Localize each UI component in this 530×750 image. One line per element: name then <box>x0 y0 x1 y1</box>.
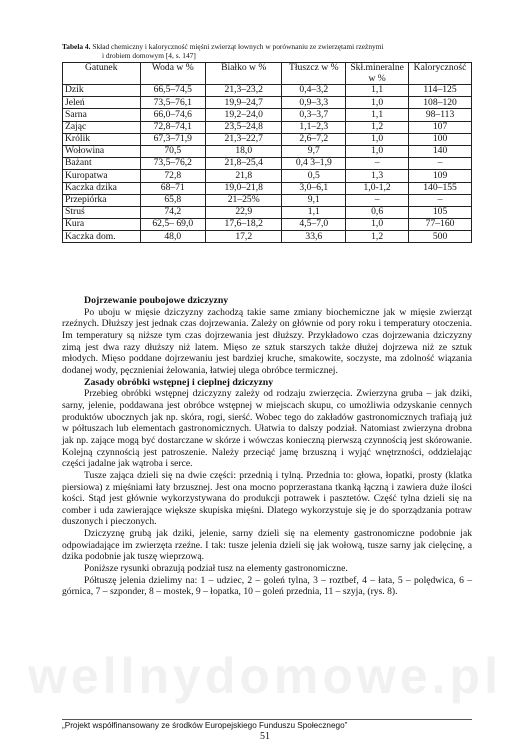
value-cell: 48,0 <box>140 231 206 243</box>
value-cell: 22,9 <box>206 206 282 218</box>
value-cell: 9,1 <box>282 194 346 206</box>
table-row <box>63 206 472 218</box>
value-cell: 1,1–2,3 <box>282 121 346 133</box>
value-cell: 73,5–76,1 <box>140 97 206 109</box>
value-cell: 98–113 <box>409 109 472 121</box>
value-cell: 3,0–6,1 <box>282 182 346 194</box>
value-cell: 1,1 <box>346 109 409 121</box>
value-cell: 1,0 <box>346 219 409 231</box>
species-cell: Bażant <box>63 158 141 170</box>
header-minerals: Skł.mineralne w % <box>346 63 409 85</box>
value-cell: 0,4 3–1,9 <box>282 158 346 170</box>
article-body <box>62 295 472 598</box>
table-row <box>63 133 472 145</box>
value-cell: 108–120 <box>409 97 472 109</box>
paragraph: Dziczyznę grubą jak dziki, jelenie, sarny dzieli się na elementy gastronomiczne podobnie jak odpowiadające im zwierzęta rzeźne. I tak: tusze jelenia dzieli się jak wołową, tusze sarny jak cielęcinę, a dzika podobnie jak tuszę wieprzową. <box>62 528 472 563</box>
table-row <box>63 145 472 157</box>
caption-label: Tabela 4. <box>62 42 91 51</box>
value-cell: 500 <box>409 231 472 243</box>
value-cell: 65,8 <box>140 194 206 206</box>
value-cell: 1,1 <box>282 206 346 218</box>
species-cell: Kaczka dzika <box>63 182 141 194</box>
species-cell: Kaczka dom. <box>63 231 141 243</box>
value-cell: 66,0–74,6 <box>140 109 206 121</box>
value-cell: – <box>409 194 472 206</box>
paragraph: Tusze zająca dzieli się na dwie części: przednią i tylną. Przednia to: głowa, łopatki, prosty (klatka piersiowa) z mięśniami łaty brzusznej. Jest ona mocno poprzerastana tkanką łączną i zawiera duże ilości kości. Stąd jest głównie wykorzystywana do produkcji potrawek i pasztetów. Część tylna dzieli się na comber i uda zawierające większe skupiska mięśni. Dlatego wykorzystuje się je do sporządzania potraw duszonych i pieczonych. <box>62 469 472 528</box>
header-water: Woda w % <box>140 63 206 85</box>
value-cell: 1,0 <box>346 145 409 157</box>
value-cell: 1,2 <box>346 121 409 133</box>
value-cell: 1,2 <box>346 231 409 243</box>
header-calories: Kaloryczność <box>409 63 472 85</box>
value-cell: 140 <box>409 145 472 157</box>
species-cell: Dzik <box>63 85 141 97</box>
species-cell: Królik <box>63 133 141 145</box>
species-cell: Sarna <box>63 109 141 121</box>
table-caption <box>62 43 482 60</box>
table-header-row <box>63 63 472 85</box>
value-cell: 17,2 <box>206 231 282 243</box>
header-fat: Tłuszcz w % <box>282 63 346 85</box>
value-cell: 70,5 <box>140 145 206 157</box>
paragraph: Poniższe rysunki obrazują podział tusz na elementy gastronomiczne. <box>84 563 348 575</box>
value-cell: 1,1 <box>346 85 409 97</box>
value-cell: 19,0–21,8 <box>206 182 282 194</box>
value-cell: 33,6 <box>282 231 346 243</box>
value-cell: 72,8–74,1 <box>140 121 206 133</box>
caption-text: Skład chemiczny i kaloryczność mięśni zwierząt łownych w porównaniu ze zwierzętami rzeźnymi <box>90 42 384 51</box>
value-cell: 1,0 <box>346 133 409 145</box>
value-cell: 23,5–24,8 <box>206 121 282 133</box>
table-row <box>63 182 472 194</box>
value-cell: 109 <box>409 170 472 182</box>
table-row <box>63 219 472 231</box>
section-heading-maturation: Dojrzewanie poubojowe dziczyzny <box>84 295 229 306</box>
composition-table <box>62 62 472 243</box>
table-row <box>63 109 472 121</box>
paragraph: Przebieg obróbki wstępnej dziczyzny zależy od rodzaju zwierzęcia. Zwierzyna gruba – jak dziki, sarny, jelenie, poddawana jest obróbce wstępnej w miejscach skupu, co umożliwia odzyskanie cennych produktów ubocznych jak np. skóra, rogi, sierść. Wobec tego do zakładów gastronomicznych trafiają już w półtuszach lub elementach gastronomicznych. Ułatwia to dalszy podział. Natomiast zwierzyna drobna jak np. zające mogą być dostarczane w skórze i wówczas konieczną pierwszą czynnością jest skórowanie. Kolejną czynnością jest patroszenie. Należy przeciąć jamę brzuszną i wyjąć wnętrzności, oddzielając części jadalne jak wątroba i serce. <box>62 388 472 470</box>
value-cell: 19,2–24,0 <box>206 109 282 121</box>
value-cell: 17,6–18,2 <box>206 219 282 231</box>
species-cell: Struś <box>63 206 141 218</box>
value-cell: 1,0-1,2 <box>346 182 409 194</box>
value-cell: 72,8 <box>140 170 206 182</box>
section-heading-processing: Zasady obróbki wstępnej i cieplnej dziczyzny <box>84 376 274 388</box>
table-body <box>63 85 472 243</box>
value-cell: 18,0 <box>206 145 282 157</box>
table-row <box>63 97 472 109</box>
table-row <box>63 121 472 133</box>
value-cell: – <box>346 194 409 206</box>
value-cell: 140–155 <box>409 182 472 194</box>
species-cell: Kuropatwa <box>63 170 141 182</box>
species-cell: Wołowina <box>63 145 141 157</box>
paragraph: Po uboju w mięsie dziczyzny zachodzą takie same zmiany biochemiczne jak w mięsie zwierząt rzeźnych. Dłuższy jest jednak czas dojrzewania. Zależy on głównie od pory roku i temperatury otoczenia. Im temperatury są niższe tym czas dojrzewania jest dłuższy. Przykładowo czas dojrzewania dziczyzny zimą jest dwa razy dłuższy niż latem. Mięso ze sztuk starszych także dłużej dojrzewa niż ze sztuk młodych. Mięso poddane dojrzewaniu jest bardziej kruche, smakowite, soczyste, ma zdolność wiązania dodanej wody, pęcznieniai żelowania, łatwiej ulega obróbce termicznej. <box>62 306 472 376</box>
table-row <box>63 158 472 170</box>
species-cell: Zając <box>63 121 141 133</box>
value-cell: – <box>409 158 472 170</box>
caption-line-2: i drobiem domowym [4, s. 147] <box>102 50 196 60</box>
value-cell: 21,8–25,4 <box>206 158 282 170</box>
footer-note: „Projekt współfinansowany ze środków Europejskiego Funduszu Społecznego” <box>62 721 348 730</box>
species-cell: Kura <box>63 219 141 231</box>
species-cell: Przepiórka <box>63 194 141 206</box>
table-row <box>63 85 472 97</box>
header-species: Gatunek <box>63 63 141 85</box>
value-cell: 107 <box>409 121 472 133</box>
value-cell: 73,5–76,2 <box>140 158 206 170</box>
species-cell: Jeleń <box>63 97 141 109</box>
paragraph: Półtuszę jelenia dzielimy na: 1 – udziec, 2 – goleń tylna, 3 – roztbef, 4 – łata, 5 – polędwica, 6 – górnica, 7 – szponder, 8 – mostek, 9 – łopatka, 10 – goleń przednia, 11 – szyja, (rys. 8). <box>62 574 472 598</box>
value-cell: 0,9–3,3 <box>282 97 346 109</box>
value-cell: 114–125 <box>409 85 472 97</box>
value-cell: 68–71 <box>140 182 206 194</box>
value-cell: 19,9–24,7 <box>206 97 282 109</box>
value-cell: 77–160 <box>409 219 472 231</box>
value-cell: – <box>346 158 409 170</box>
value-cell: 1,3 <box>346 170 409 182</box>
value-cell: 21,3–22,7 <box>206 133 282 145</box>
value-cell: 4,5–7,0 <box>282 219 346 231</box>
value-cell: 21,3–23,2 <box>206 85 282 97</box>
value-cell: 0,6 <box>346 206 409 218</box>
value-cell: 21,8 <box>206 170 282 182</box>
value-cell: 9,7 <box>282 145 346 157</box>
value-cell: 67,3–71,9 <box>140 133 206 145</box>
page-number: 51 <box>260 731 270 742</box>
value-cell: 1,0 <box>346 97 409 109</box>
value-cell: 0,5 <box>282 170 346 182</box>
table-row <box>63 231 472 243</box>
value-cell: 74,2 <box>140 206 206 218</box>
table-row <box>63 170 472 182</box>
value-cell: 105 <box>409 206 472 218</box>
value-cell: 2,6–7,2 <box>282 133 346 145</box>
value-cell: 21–25% <box>206 194 282 206</box>
value-cell: 62,5– 69,0 <box>140 219 206 231</box>
site-watermark: wellnydomowe.pl <box>28 648 502 704</box>
header-protein: Białko w % <box>206 63 282 85</box>
value-cell: 66,5–74,5 <box>140 85 206 97</box>
value-cell: 0,3–3,7 <box>282 109 346 121</box>
table-row <box>63 194 472 206</box>
footer-divider <box>62 719 472 720</box>
value-cell: 0,4–3,2 <box>282 85 346 97</box>
value-cell: 100 <box>409 133 472 145</box>
